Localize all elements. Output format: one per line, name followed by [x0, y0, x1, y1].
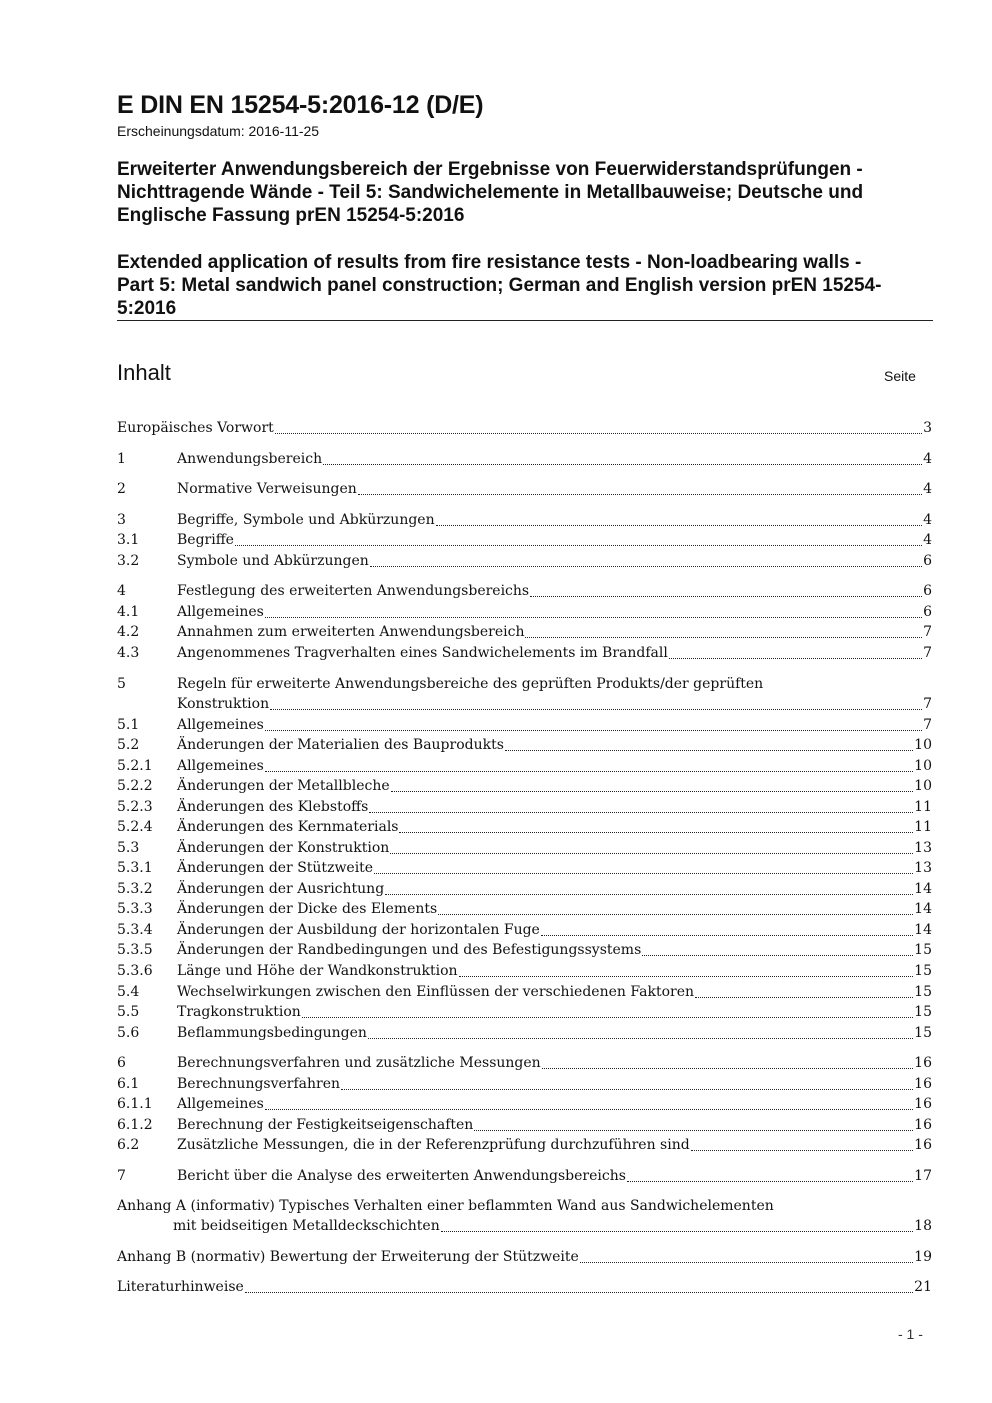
title-german-line: Erweiterter Anwendungsbereich der Ergebnisse von Feuerwiderstandsprüfungen -	[117, 159, 863, 180]
toc-entry-title: Änderungen des Kernmaterials	[177, 819, 399, 835]
toc-entry-number: 5.3	[117, 840, 140, 856]
toc-entry[interactable]	[117, 1094, 932, 1114]
toc-entry[interactable]	[117, 776, 932, 796]
toc-entry[interactable]	[117, 479, 932, 499]
title-german-line: Englische Fassung prEN 15254-5:2016	[117, 205, 465, 226]
toc-page-column-label: Seite	[884, 368, 916, 384]
toc-entry-page: 10	[914, 778, 932, 794]
toc-entry[interactable]	[117, 694, 932, 714]
toc-entry-number: 4.2	[117, 624, 140, 640]
toc-entry[interactable]	[117, 899, 932, 919]
toc-entry-title: Berechnungsverfahren und zusätzliche Messungen	[177, 1055, 541, 1071]
toc-entry-page: 15	[914, 1004, 932, 1020]
toc-entry-page: 17	[914, 1168, 932, 1184]
toc-dot-leader	[399, 831, 913, 833]
toc-entry-title: Änderungen der Konstruktion	[177, 840, 390, 856]
toc-dot-leader	[265, 729, 922, 731]
toc-entry-page: 7	[923, 624, 932, 640]
toc-entry[interactable]	[117, 735, 932, 755]
toc-entry-page: 16	[914, 1096, 932, 1112]
toc-entry-title: Angenommenes Tragverhalten eines Sandwichelements im Brandfall	[177, 645, 668, 661]
toc-entry-page: 10	[914, 737, 932, 753]
toc-dot-leader	[368, 1037, 913, 1039]
title-english-line: Extended application of results from fire resistance tests - Non-loadbearing walls -	[117, 252, 862, 273]
toc-entry-page: 4	[923, 451, 932, 467]
toc-dot-leader	[323, 463, 922, 465]
toc-entry-number: 5.3.5	[117, 942, 153, 958]
toc-entry-title: Änderungen des Klebstoffs	[177, 799, 369, 815]
toc-dot-leader	[358, 493, 922, 495]
toc-entry-number: 5.3.4	[117, 922, 153, 938]
toc-entry-title: Änderungen der Dicke des Elements	[177, 901, 438, 917]
toc-entry-page: 18	[914, 1218, 932, 1234]
toc-entry-title: Anhang B (normativ) Bewertung der Erweiterung der Stützweite	[117, 1249, 579, 1265]
toc-entry-title: Länge und Höhe der Wandkonstruktion	[177, 963, 458, 979]
toc-entry[interactable]	[117, 817, 932, 837]
toc-entry-page: 15	[914, 984, 932, 1000]
toc-entry-number: 5.3.1	[117, 860, 153, 876]
toc-entry-number: 4.1	[117, 604, 140, 620]
toc-entry[interactable]	[117, 449, 932, 469]
toc-entry-page: 11	[914, 799, 932, 815]
toc-entry[interactable]	[117, 1166, 932, 1186]
toc-entry[interactable]	[117, 1135, 932, 1155]
toc-entry-number: 5.3.6	[117, 963, 153, 979]
toc-entry-page: 16	[914, 1117, 932, 1133]
title-english-line: 5:2016	[117, 298, 177, 319]
toc-entry-title: Annahmen zum erweiterten Anwendungsbereich	[177, 624, 525, 640]
toc-entry[interactable]	[117, 838, 932, 858]
toc-entry-title: Allgemeines	[177, 758, 264, 774]
toc-entry-page: 6	[923, 604, 932, 620]
toc-entry-title: Europäisches Vorwort	[117, 420, 274, 436]
toc-dot-leader	[691, 1149, 913, 1151]
toc-entry[interactable]	[117, 920, 932, 940]
toc-dot-leader	[390, 852, 913, 854]
toc-entry-number: 4.3	[117, 645, 140, 661]
toc-entry-title: Änderungen der Metallbleche	[177, 778, 390, 794]
toc-entry-title: Begriffe	[177, 532, 234, 548]
toc-entry[interactable]	[117, 1053, 932, 1073]
toc-entry-title: Berechnungsverfahren	[177, 1076, 341, 1092]
title-divider	[117, 320, 933, 321]
toc-entry[interactable]	[117, 1023, 932, 1043]
toc-entry-page: 13	[914, 860, 932, 876]
toc-dot-leader	[441, 1230, 913, 1232]
toc-entry-title: Symbole und Abkürzungen	[177, 553, 369, 569]
toc-entry-page: 15	[914, 942, 932, 958]
toc-dot-leader	[270, 708, 922, 710]
toc-entry[interactable]	[117, 530, 932, 550]
publication-date: Erscheinungsdatum: 2016-11-25	[117, 123, 320, 139]
toc-entry-title: Änderungen der Stützweite	[177, 860, 374, 876]
toc-entry-page: 19	[914, 1249, 932, 1265]
toc-dot-leader	[265, 616, 922, 618]
toc-entry[interactable]	[117, 797, 932, 817]
toc-entry-number: 1	[117, 451, 126, 467]
toc-entry-title: Konstruktion	[177, 696, 270, 712]
title-german	[117, 158, 947, 227]
toc-dot-leader	[385, 893, 913, 895]
document-id: E DIN EN 15254-5:2016-12 (D/E)	[117, 91, 484, 119]
toc-entry-title: Allgemeines	[177, 1096, 264, 1112]
toc-entry-title: Bericht über die Analyse des erweiterten Anwendungsbereichs	[177, 1168, 626, 1184]
toc-entry-page: 4	[923, 512, 932, 528]
toc-entry-page: 21	[914, 1279, 932, 1295]
toc-entry-page: 16	[914, 1055, 932, 1071]
toc-entry-number: 5.6	[117, 1025, 140, 1041]
toc-entry-title: Änderungen der Ausrichtung	[177, 881, 385, 897]
toc-dot-leader	[369, 811, 913, 813]
toc-dot-leader	[275, 432, 922, 434]
toc-entry-page: 14	[914, 901, 932, 917]
toc-dot-leader	[642, 954, 913, 956]
toc-entry[interactable]	[117, 643, 932, 663]
toc-entry[interactable]	[117, 418, 932, 438]
toc-entry[interactable]	[117, 1074, 932, 1094]
toc-entry-number: 6.1	[117, 1076, 140, 1092]
toc-entry[interactable]	[117, 622, 932, 642]
toc-entry[interactable]	[117, 1196, 932, 1216]
toc-entry-number: 2	[117, 481, 126, 497]
toc-entry-title: Wechselwirkungen zwischen den Einflüssen der verschiedenen Faktoren	[177, 984, 694, 1000]
title-english-line: Part 5: Metal sandwich panel construction; German and English version prEN 15254-	[117, 275, 882, 296]
toc-dot-leader	[302, 1016, 913, 1018]
toc-entry-title: Berechnung der Festigkeitseigenschaften	[177, 1117, 474, 1133]
toc-entry-page: 14	[914, 881, 932, 897]
toc-entry-page: 15	[914, 1025, 932, 1041]
toc-dot-leader	[580, 1261, 913, 1263]
toc-entry[interactable]	[117, 858, 932, 878]
toc-entry-title: Allgemeines	[177, 604, 264, 620]
toc-entry[interactable]	[117, 1216, 932, 1236]
toc-entry[interactable]	[117, 1247, 932, 1267]
toc-entry-page: 7	[923, 696, 932, 712]
toc-entry-page: 6	[923, 553, 932, 569]
toc-entry-number: 5.1	[117, 717, 140, 733]
toc-dot-leader	[265, 770, 913, 772]
toc-entry[interactable]	[117, 551, 932, 571]
toc-dot-leader	[438, 913, 913, 915]
toc-entry-number: 5.2	[117, 737, 140, 753]
toc-entry-title: Anwendungsbereich	[177, 451, 323, 467]
toc-dot-leader	[245, 1291, 913, 1293]
toc-entry[interactable]	[117, 1002, 932, 1022]
toc-dot-leader	[370, 565, 922, 567]
toc-dot-leader	[541, 934, 913, 936]
toc-entry-number: 6.1.1	[117, 1096, 153, 1112]
toc-entry-title: Tragkonstruktion	[177, 1004, 301, 1020]
toc-entry[interactable]	[117, 581, 932, 601]
toc-entry-number: 5.4	[117, 984, 140, 1000]
toc-entry[interactable]	[117, 940, 932, 960]
title-german-line: Nichttragende Wände - Teil 5: Sandwichelemente in Metallbauweise; Deutsche und	[117, 182, 864, 203]
toc-dot-leader	[436, 524, 922, 526]
toc-entry[interactable]	[117, 602, 932, 622]
toc-entry-number: 6.2	[117, 1137, 140, 1153]
toc-entry-title: Änderungen der Ausbildung der horizontalen Fuge	[177, 922, 540, 938]
toc-entry-page: 3	[923, 420, 932, 436]
toc-entry-title: Anhang A (informativ) Typisches Verhalten einer beflammten Wand aus Sandwichelementen	[117, 1198, 774, 1214]
toc-entry-page: 6	[923, 583, 932, 599]
toc-entry-number: 5.3.2	[117, 881, 153, 897]
toc-dot-leader	[669, 657, 922, 659]
toc-entry-title: Zusätzliche Messungen, die in der Referenzprüfung durchzuführen sind	[177, 1137, 690, 1153]
toc-entry-page: 13	[914, 840, 932, 856]
toc-entry-page: 7	[923, 645, 932, 661]
toc-dot-leader	[474, 1129, 913, 1131]
toc-entry-number: 5	[117, 676, 126, 692]
toc-entry-number: 4	[117, 583, 126, 599]
toc-entry[interactable]	[117, 879, 932, 899]
toc-entry[interactable]	[117, 982, 932, 1002]
page-number: - 1 -	[898, 1326, 923, 1342]
toc-entry-page: 4	[923, 481, 932, 497]
toc-entry-page: 14	[914, 922, 932, 938]
title-english	[117, 251, 947, 320]
toc-entry[interactable]	[117, 715, 932, 735]
toc-dot-leader	[341, 1088, 913, 1090]
toc-dot-leader	[530, 595, 922, 597]
toc-entry-number: 6	[117, 1055, 126, 1071]
toc-entry-title: Literaturhinweise	[117, 1279, 244, 1295]
toc-entry-number: 3	[117, 512, 126, 528]
toc-entry-title: Änderungen der Randbedingungen und des Befestigungssystems	[177, 942, 642, 958]
toc-entry-page: 16	[914, 1137, 932, 1153]
toc-entry-number: 6.1.2	[117, 1117, 153, 1133]
toc-dot-leader	[265, 1108, 913, 1110]
toc-dot-leader	[459, 975, 914, 977]
toc-entry-title: Normative Verweisungen	[177, 481, 357, 497]
toc-entry-number: 5.2.4	[117, 819, 153, 835]
toc-entry-title: Festlegung des erweiterten Anwendungsbereichs	[177, 583, 530, 599]
toc-entry-number: 7	[117, 1168, 126, 1184]
toc-entry-page: 15	[914, 963, 932, 979]
toc-entry-number: 5.2.3	[117, 799, 153, 815]
toc-entry-title: Regeln für erweiterte Anwendungsbereiche des geprüften Produkts/der geprüften	[177, 676, 764, 692]
toc-dot-leader	[627, 1180, 913, 1182]
toc-entry[interactable]	[117, 756, 932, 776]
toc-dot-leader	[525, 636, 922, 638]
toc-dot-leader	[391, 790, 914, 792]
toc-entry[interactable]	[117, 1115, 932, 1135]
toc-dot-leader	[235, 544, 922, 546]
toc-entry-title: mit beidseitigen Metalldeckschichten	[173, 1218, 440, 1234]
toc-entry-number: 5.5	[117, 1004, 140, 1020]
toc-entry-page: 11	[914, 819, 932, 835]
toc-entry[interactable]	[117, 961, 932, 981]
toc-entry-page: 10	[914, 758, 932, 774]
toc-entry-number: 3.2	[117, 553, 140, 569]
toc-entry-page: 7	[923, 717, 932, 733]
toc-entry-title: Allgemeines	[177, 717, 264, 733]
toc-entry[interactable]	[117, 674, 932, 694]
toc-entry[interactable]	[117, 1277, 932, 1297]
toc-entry-number: 5.3.3	[117, 901, 153, 917]
toc-dot-leader	[695, 996, 913, 998]
toc-entry-number: 5.2.2	[117, 778, 153, 794]
toc-entry-number: 3.1	[117, 532, 140, 548]
toc-entry-number: 5.2.1	[117, 758, 153, 774]
toc-dot-leader	[542, 1067, 913, 1069]
toc-entry-page: 4	[923, 532, 932, 548]
toc-entry-title: Änderungen der Materialien des Bauprodukts	[177, 737, 504, 753]
toc-entry-page: 16	[914, 1076, 932, 1092]
toc-heading: Inhalt	[117, 360, 171, 385]
toc-entry-title: Begriffe, Symbole und Abkürzungen	[177, 512, 435, 528]
toc-entry[interactable]	[117, 510, 932, 530]
toc-dot-leader	[505, 749, 913, 751]
toc-entry-title: Beflammungsbedingungen	[177, 1025, 367, 1041]
toc-dot-leader	[374, 872, 913, 874]
